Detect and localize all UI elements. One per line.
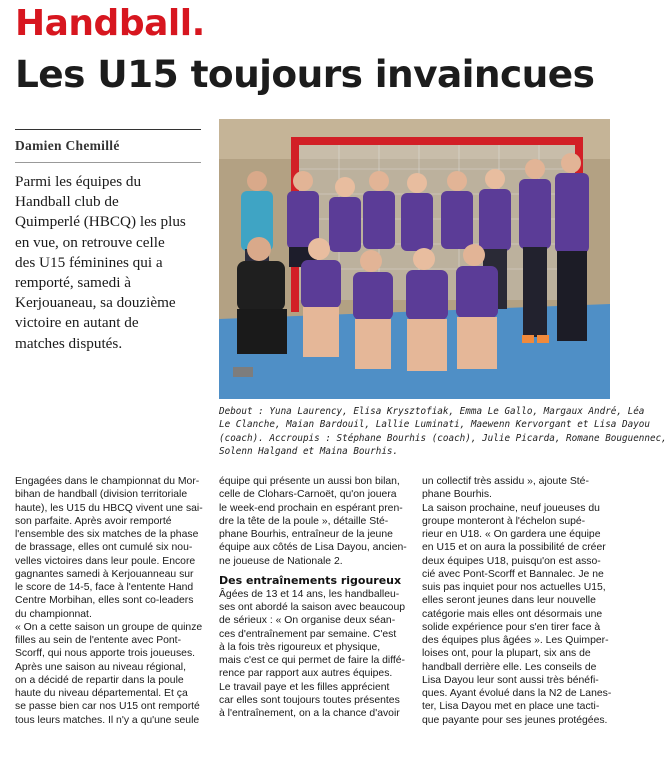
body-line: haute), les U15 du HBCQ vivent une sai- xyxy=(15,502,203,514)
body-column-3 xyxy=(422,475,612,727)
body-line: l'ensemble des six matches de la phase xyxy=(15,529,199,540)
body-line: se passe bien car nos U15 ont remporté xyxy=(15,701,200,713)
body-line: ces d'entraînement par semaine. C'est xyxy=(219,628,397,640)
body-line: de brassage, elles ont cumulé six nou- xyxy=(15,542,193,554)
body-line: car elles sont toujours toutes présentes xyxy=(219,694,400,706)
body-line: on a décidé de repartir dans la poule xyxy=(15,674,184,686)
body-line: cié avec Pont-Scorff et Bannalec. Je ne xyxy=(422,568,604,580)
byline-author: Damien Chemillé xyxy=(15,138,120,153)
photo-caption xyxy=(219,405,667,458)
body-line: Lisa Dayou leur sont aussi très bénéfi- xyxy=(422,674,599,686)
byline-top-rule xyxy=(15,129,201,130)
byline-bottom-rule xyxy=(15,162,201,163)
caption-line: Debout : Yuna Laurency, Elisa Krysztofiak, Emma Le Gallo, Margaux André, Léa xyxy=(219,406,645,417)
body-line: loises ont, pour la plupart, six ans de xyxy=(422,648,591,660)
section-subhead: Des entraînements rigoureux xyxy=(219,573,402,587)
lead-line: remporté, samedi à xyxy=(15,274,131,292)
body-line: Centre Morbihan, elles sont co-leaders xyxy=(15,595,194,607)
body-line: La saison prochaine, neuf joueuses du xyxy=(422,502,600,514)
body-line: haute du niveau départemental. Et ça xyxy=(15,688,188,699)
body-column-2 xyxy=(219,475,413,720)
body-line: celle de Clohars-Carnoët, qu'on jouera xyxy=(219,489,397,501)
coach-standing-right xyxy=(555,153,589,341)
article-kicker: Handball. xyxy=(15,3,205,44)
player-standing-7 xyxy=(519,159,551,343)
body-line: un collectif très assidu », ajoute Sté- xyxy=(422,476,589,487)
body-line: dre la tête de la poule », détaille Sté- xyxy=(219,515,389,527)
caption-line: Le Clanche, Maian Bardouil, Lallie Luminati, Maewenn Kervorgant et Lisa Dayou xyxy=(219,419,650,431)
article-headline: Les U15 toujours invaincues xyxy=(15,52,595,96)
lead-line: Handball club de xyxy=(15,193,119,211)
body-line: ses ont abordé la saison avec beaucoup xyxy=(219,602,406,613)
body-line: handball derrière elle. Les conseils de xyxy=(422,661,597,673)
lead-line: en vue, on retrouve celle xyxy=(15,233,165,251)
body-line: elles seront jeunes dans leur nouvelle xyxy=(422,595,596,607)
body-line: tous leurs matches. Il n'y a qu'une seule xyxy=(15,714,200,726)
body-line: Le travail paye et les filles apprécient xyxy=(219,681,390,693)
body-line: catégorie mais elles ont désormais une xyxy=(422,608,603,620)
body-line: « On a cette saison un groupe de quinze xyxy=(15,621,203,633)
lead-line: Parmi les équipes du xyxy=(15,173,142,190)
body-line: Après une saison au niveau régional, xyxy=(15,661,186,673)
body-line: velles victoires dans leur poule. Encore xyxy=(15,555,196,567)
body-line: ques. Ayant évolué dans la N2 de Lanes- xyxy=(422,688,612,699)
body-line: Scorff, qui nous apporte trois joueuses. xyxy=(15,648,196,660)
body-line: solide expérience pour s'en tirer face à xyxy=(422,621,601,633)
body-line: suis pas inquiet pour nos actuelles U15, xyxy=(422,582,606,593)
caption-line: Solenn Halgand et Maina Bourhis. xyxy=(219,445,399,457)
body-line: Âgées de 13 et 14 ans, les handballeu- xyxy=(219,588,400,600)
body-line: à la fois très rigoureux et physique, xyxy=(219,641,381,653)
body-line: ne joueuse de Nationale 2. xyxy=(219,555,343,567)
body-line: Engagées dans le championnat du Mor- xyxy=(15,476,200,487)
lead-paragraph xyxy=(15,172,203,354)
body-line: des équipes plus âgées ». Les Quimper- xyxy=(422,635,609,646)
body-line: ter, Lisa Dayou met en place une tacti- xyxy=(422,701,600,713)
body-line: filles au sein de l'entente avec Pont- xyxy=(15,635,182,646)
body-line: son parfaite. Après avoir remporté xyxy=(15,515,172,527)
lead-line: Kerjouaneau, sa douzième xyxy=(15,294,176,312)
body-line: gagnantes samedi à Kerjouanneau sur xyxy=(15,568,194,580)
lead-line: des U15 féminines qui a xyxy=(15,253,163,271)
body-line: équipe aux côtés de Lisa Dayou, ancien- xyxy=(219,542,407,554)
body-line: phane Bourhis. xyxy=(422,489,492,501)
body-line: équipe qui présente un aussi bon bilan, xyxy=(219,476,400,487)
body-line: mais c'est ce qui permet de faire la diffé- xyxy=(219,655,406,666)
lead-line: matches disputés. xyxy=(15,334,123,352)
body-column-1 xyxy=(15,475,205,727)
body-line: groupe monteront à l'échelon supé- xyxy=(422,515,586,527)
body-line: en U15 et on aura la possibilité de créer xyxy=(422,542,606,554)
body-line: de sérieux : « On organise deux séan- xyxy=(219,615,396,627)
body-line: bihan de handball (division territoriale xyxy=(15,489,188,501)
body-line: phane Bourhis, entraîneur de la jeune xyxy=(219,529,393,540)
body-line: du championnat. xyxy=(15,608,92,620)
body-line: le score de 14-5, face à l'entente Hand xyxy=(15,582,194,593)
caption-line: (coach). Accroupis : Stéphane Bourhis (coach), Julie Picarda, Romane Bouguennec, xyxy=(219,432,667,444)
body-line: rieur en U18. « On gardera une équipe xyxy=(422,529,601,540)
lead-line: Quimperlé (HBCQ) les plus xyxy=(15,213,186,231)
body-line: le week-end prochain en espérant pren- xyxy=(219,502,403,514)
body-line: que payante pour ses jeunes protégées. xyxy=(422,714,608,726)
team-photo xyxy=(219,119,610,399)
body-line: à l'entraînement, on a la chance d'avoir xyxy=(219,708,400,719)
body-line: deux équipes U18, puisqu'on est asso- xyxy=(422,555,601,567)
body-line: rence par rapport aux autres équipes. xyxy=(219,668,393,680)
lead-line: victoire en autant de xyxy=(15,314,139,332)
